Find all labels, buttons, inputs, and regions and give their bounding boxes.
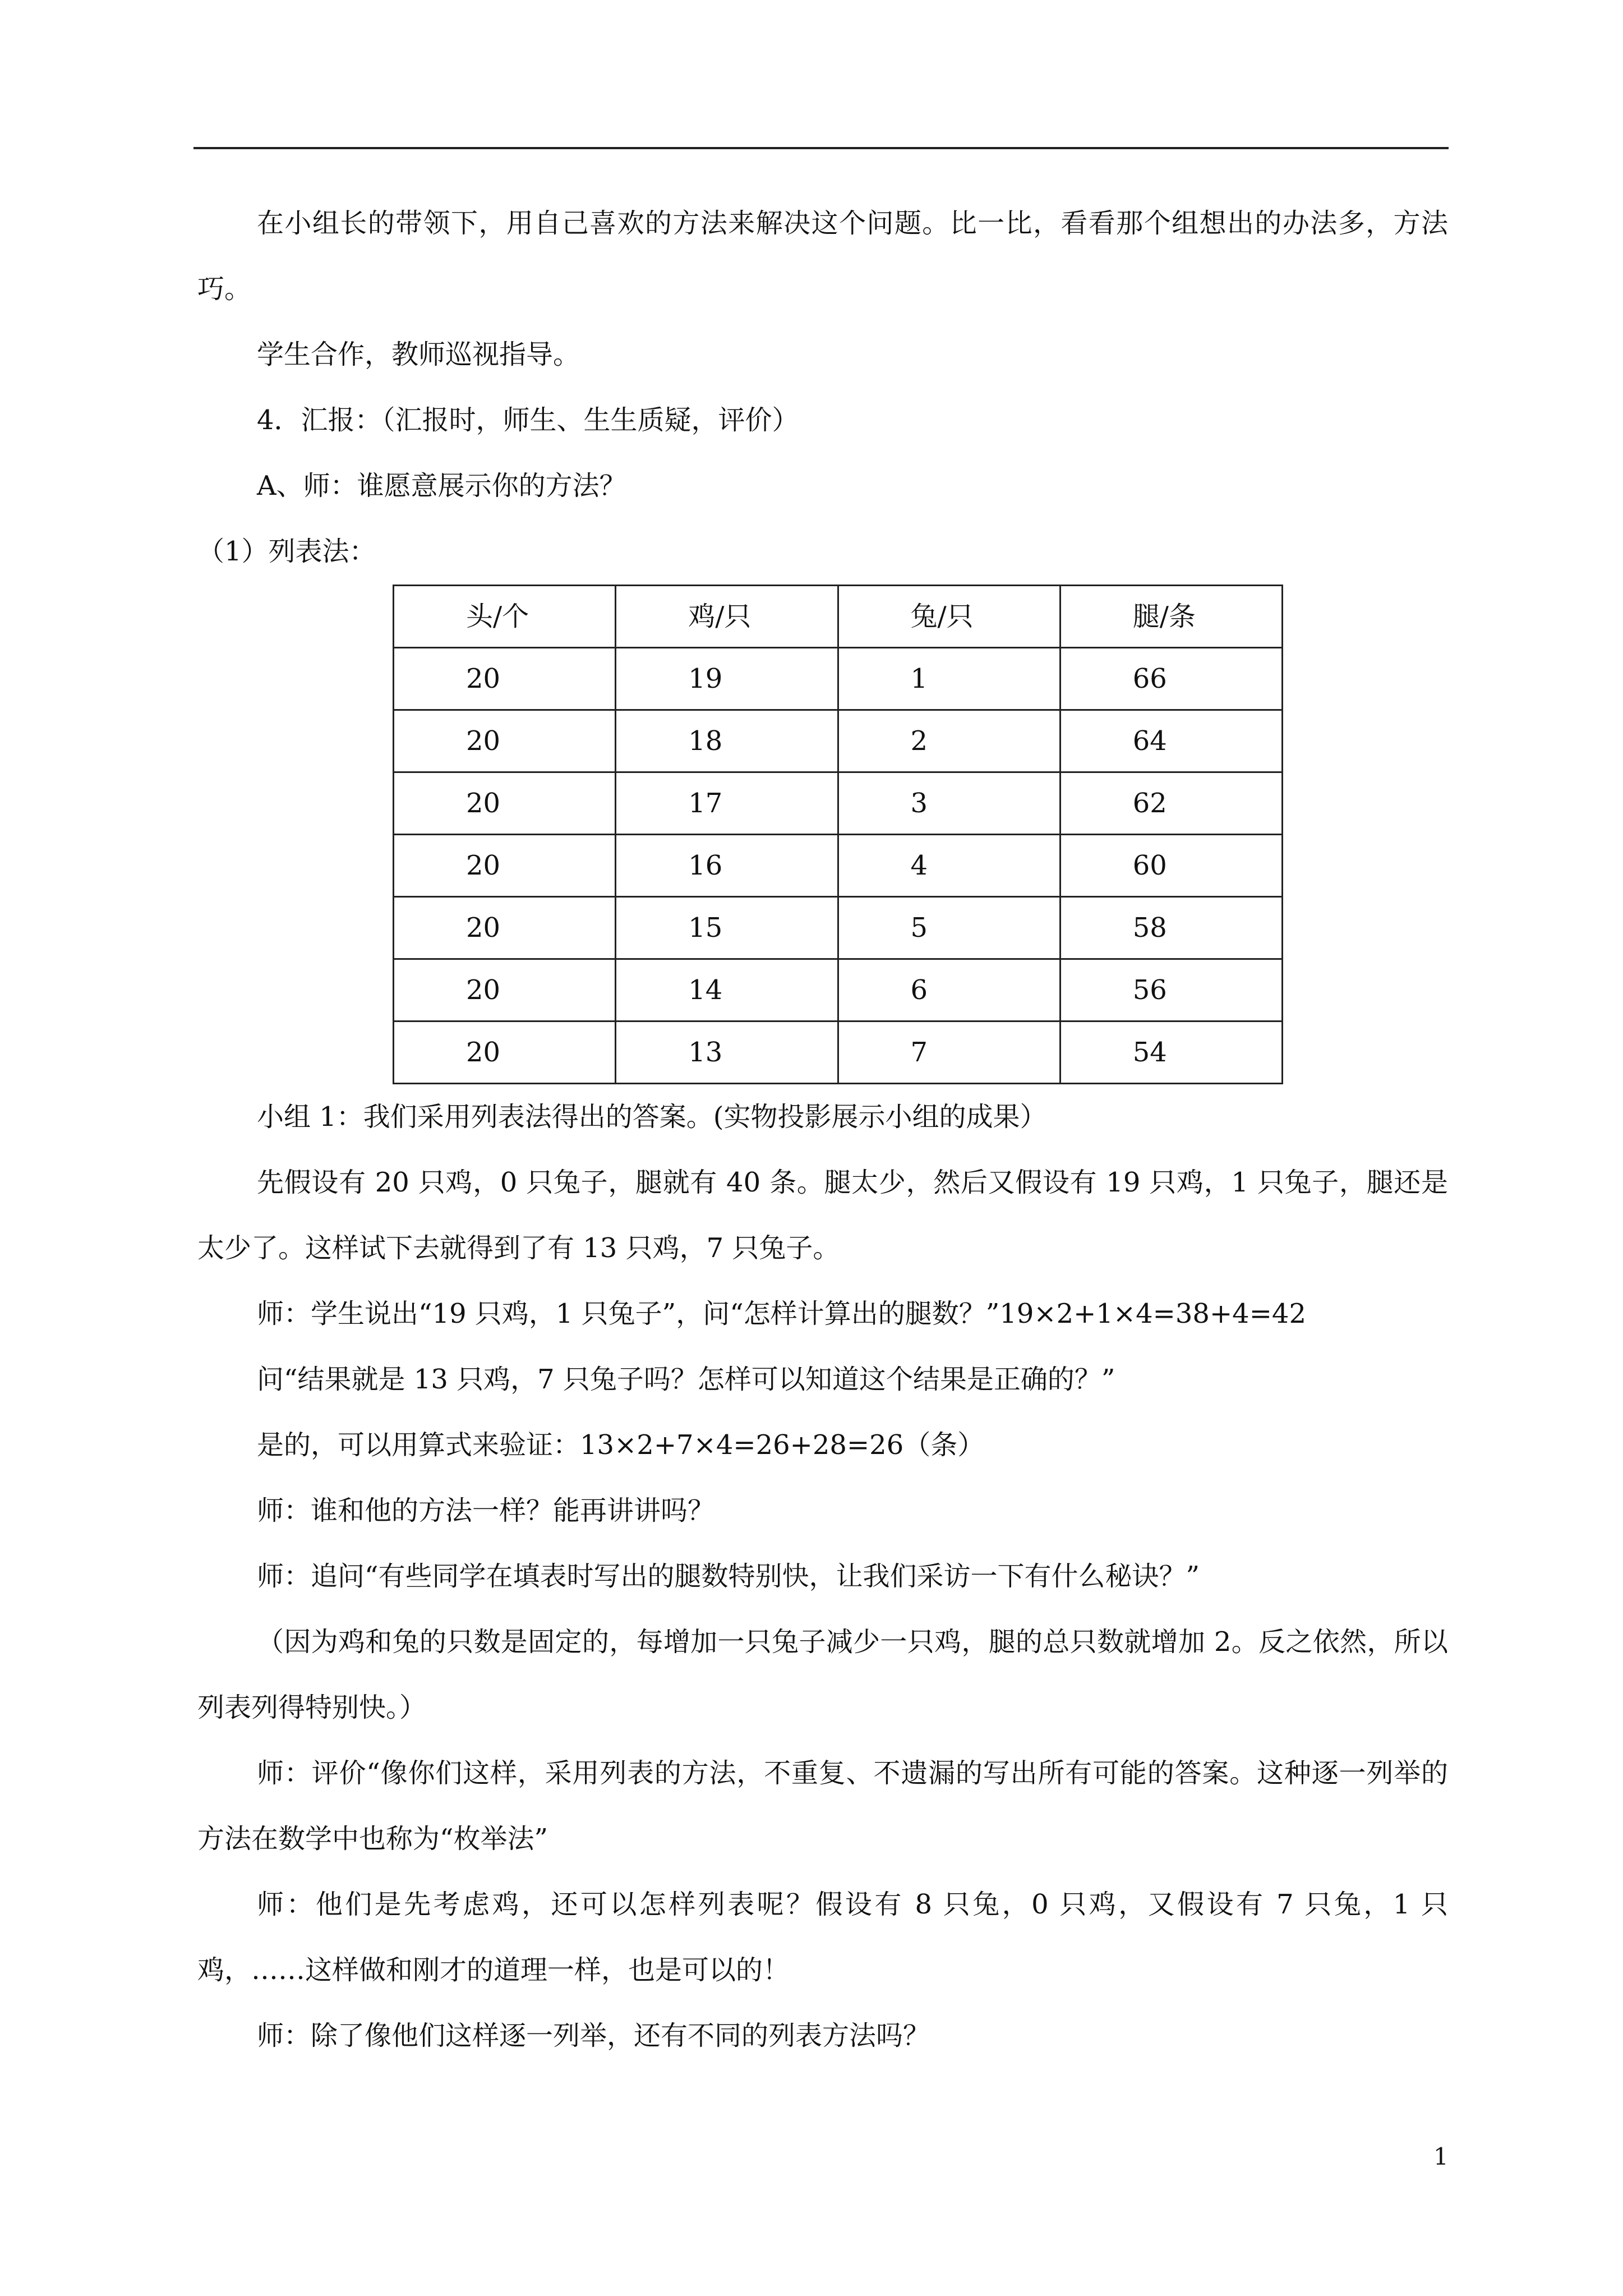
- table-cell: 20: [394, 1022, 616, 1084]
- table-wrapper: [393, 585, 1448, 1084]
- page-number: 1: [1433, 2143, 1449, 2170]
- paragraph: 学生合作，教师巡视指导。: [257, 339, 580, 370]
- table-cell: 5: [838, 897, 1060, 959]
- paragraph: 先假设有 20 只鸡，0 只兔子，腿就有 40 条。腿太少，然后又假设有 19 只鸡，1 只兔子，腿还是太少了。这样试下去就得到了有 13 只鸡，7 只兔子。: [197, 1167, 1448, 1264]
- table-cell: 1: [838, 648, 1060, 710]
- table-header-row: [394, 586, 1283, 648]
- paragraph: 在小组长的带领下，用自己喜欢的方法来解决这个问题。比一比，看看那个组想出的办法多，方法巧。: [197, 208, 1448, 305]
- table-cell: 62: [1060, 772, 1282, 835]
- table-row: [394, 710, 1283, 772]
- header-rule: [193, 147, 1449, 149]
- paragraph: 小组 1：我们采用列表法得出的答案。(实物投影展示小组的成果）: [257, 1101, 1047, 1133]
- table-cell: 20: [394, 648, 616, 710]
- method-heading: （1）列表法：: [197, 536, 376, 567]
- table-cell: 18: [616, 710, 838, 772]
- table-cell: 58: [1060, 897, 1282, 959]
- table-cell: 56: [1060, 959, 1282, 1022]
- table-row: [394, 835, 1283, 897]
- table-cell: 20: [394, 710, 616, 772]
- table-cell: 2: [838, 710, 1060, 772]
- table-cell: 3: [838, 772, 1060, 835]
- table-cell: 60: [1060, 835, 1282, 897]
- table-cell: 20: [394, 959, 616, 1022]
- table-cell: 20: [394, 772, 616, 835]
- paragraph: 师：除了像他们这样逐一列举，还有不同的列表方法吗？: [257, 2020, 930, 2051]
- table-cell: 16: [616, 835, 838, 897]
- paragraph: 师：他们是先考虑鸡，还可以怎样列表呢？假设有 8 只兔，0 只鸡，又假设有 7 只兔，1 只鸡，……这样做和刚才的道理一样，也是可以的！: [197, 1889, 1448, 1986]
- table-cell: 7: [838, 1022, 1060, 1084]
- header-cell: 头/个: [394, 586, 616, 648]
- table-row: [394, 648, 1283, 710]
- paragraph: 是的，可以用算式来验证：13×2+7×4=26+28=26（条）: [257, 1429, 985, 1461]
- table-cell: 6: [838, 959, 1060, 1022]
- paragraph: 师：追问“有些同学在填表时写出的腿数特别快，让我们采访一下有什么秘诀？”: [257, 1561, 1200, 1592]
- paragraph: 4．汇报：（汇报时，师生、生生质疑，评价）: [257, 404, 799, 436]
- enumeration-table: [393, 585, 1283, 1084]
- paragraph: 师：谁和他的方法一样？能再讲讲吗？: [257, 1495, 715, 1526]
- table-cell: 20: [394, 897, 616, 959]
- table-cell: 20: [394, 835, 616, 897]
- table-row: [394, 1022, 1283, 1084]
- table-cell: 19: [616, 648, 838, 710]
- table-cell: 15: [616, 897, 838, 959]
- table-row: [394, 772, 1283, 835]
- table-cell: 64: [1060, 710, 1282, 772]
- table-cell: 13: [616, 1022, 838, 1084]
- table-row: [394, 897, 1283, 959]
- table-row: [394, 959, 1283, 1022]
- header-cell: 兔/只: [838, 586, 1060, 648]
- paragraph: 师：学生说出“19 只鸡，1 只兔子”，问“怎样计算出的腿数？”19×2+1×4=38+4=42: [257, 1298, 1306, 1329]
- table-cell: 17: [616, 772, 838, 835]
- header-cell: 腿/条: [1060, 586, 1282, 648]
- paragraph: A、师：谁愿意展示你的方法？: [257, 470, 626, 501]
- table-cell: 14: [616, 959, 838, 1022]
- header-cell: 鸡/只: [616, 586, 838, 648]
- page-body: [197, 191, 1448, 2069]
- table-cell: 66: [1060, 648, 1282, 710]
- table-cell: 54: [1060, 1022, 1282, 1084]
- paragraph: 师：评价“像你们这样，采用列表的方法，不重复、不遗漏的写出所有可能的答案。这种逐一列举的方法在数学中也称为“枚举法”: [197, 1757, 1448, 1855]
- table-cell: 4: [838, 835, 1060, 897]
- paragraph: （因为鸡和兔的只数是固定的，每增加一只兔子减少一只鸡，腿的总只数就增加 2。反之依然，所以列表列得特别快。）: [197, 1626, 1448, 1723]
- paragraph: 问“结果就是 13 只鸡，7 只兔子吗？怎样可以知道这个结果是正确的？”: [257, 1364, 1115, 1395]
